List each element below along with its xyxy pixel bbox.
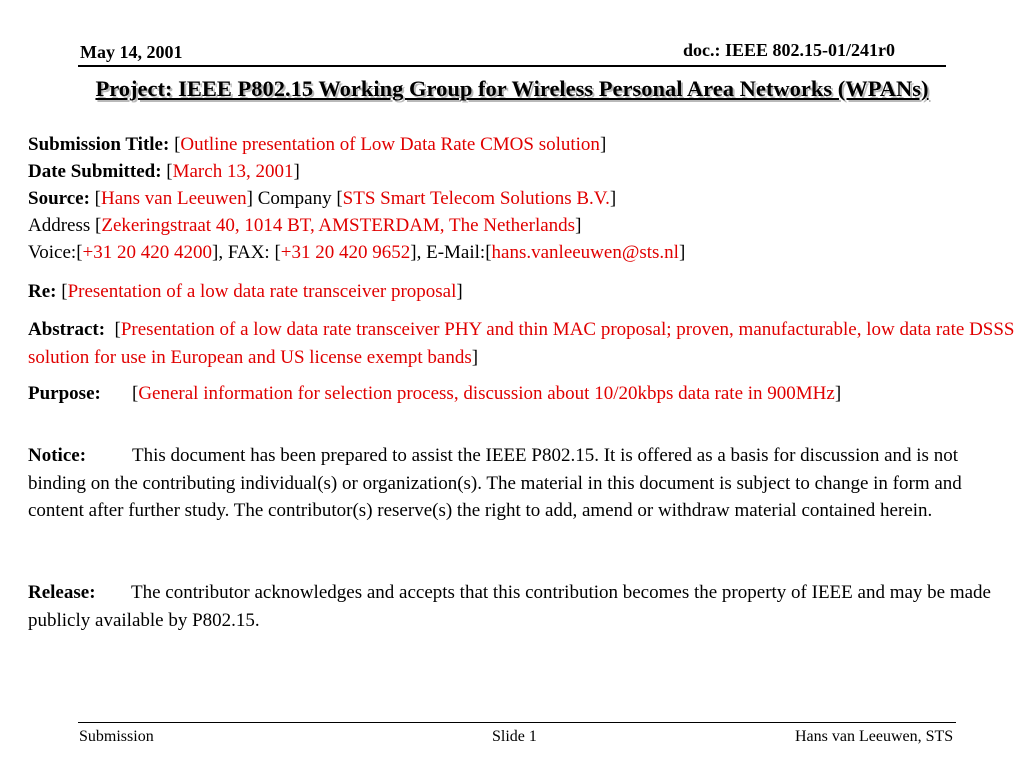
fax-label: FAX: — [227, 242, 270, 263]
abstract-label: Abstract: — [28, 319, 106, 340]
footer-divider — [78, 722, 956, 723]
submission-metadata — [28, 131, 1018, 266]
abstract-section: Abstract: [Presentation of a low data rate transceiver PHY and thin MAC proposal; proven, manufacturable, low data rate DSSS solution for use in European and US license exempt bands] — [28, 319, 1015, 368]
source-label: Source: — [28, 188, 90, 209]
company-label: Company — [257, 188, 332, 209]
date-submitted-line: Date Submitted: [March 13, 2001] — [28, 161, 300, 182]
notice-label: Notice: — [28, 445, 87, 466]
date-submitted-label: Date Submitted: — [28, 161, 162, 182]
footer-submission: Submission — [79, 728, 154, 745]
address-value: Zekeringstraat 40, 1014 BT, AMSTERDAM, The Netherlands — [101, 215, 576, 236]
submission-title-label: Submission Title: — [28, 134, 170, 155]
header-date: May 14, 2001 — [80, 42, 183, 62]
notice-text: This document has been prepared to assist the IEEE P802.15. It is offered as a basis for discussion and is not binding on the contributing individual(s) or organization(s). The material in this document is subject to change in form and content after further study. The contributor(s) reserve(s) the right to add, amend or withdraw material contained herein. — [28, 445, 962, 521]
contact-line: Voice:[+31 20 420 4200], FAX: [+31 20 420 9652], E-Mail:[hans.vanleeuwen@sts.nl] — [28, 242, 686, 263]
release-text: The contributor acknowledges and accepts that this contribution becomes the property of IEEE and may be made publicly available by P802.15. — [28, 582, 991, 631]
address-label: Address — [28, 215, 91, 236]
date-submitted-value: March 13, 2001 — [172, 161, 294, 182]
abstract-value: Presentation of a low data rate transceiver PHY and thin MAC proposal; proven, manufacturable, low data rate DSSS solution for use in European and US license exempt bands — [28, 319, 1015, 368]
header-divider — [78, 65, 946, 67]
release-label: Release: — [28, 582, 96, 603]
fax-value: +31 20 420 9652 — [280, 242, 411, 263]
company-value: STS Smart Telecom Solutions B.V. — [342, 188, 610, 209]
re-value: Presentation of a low data rate transceiver proposal — [67, 281, 457, 302]
purpose-value: General information for selection process, discussion about 10/20kbps data rate in 900MHz — [138, 383, 835, 404]
notice-section — [28, 442, 1018, 525]
source-value: Hans van Leeuwen — [101, 188, 247, 209]
re-label: Re: — [28, 281, 57, 302]
submission-title-value: Outline presentation of Low Data Rate CMOS solution — [180, 134, 600, 155]
page-title: Project: IEEE P802.15 Working Group for Wireless Personal Area Networks (WPANs) — [95, 76, 929, 101]
purpose-label: Purpose: — [28, 383, 101, 404]
purpose-line: Purpose: [General information for selection process, discussion about 10/20kbps data rate in 900MHz] — [28, 383, 842, 404]
re-line: Re: [Presentation of a low data rate transceiver proposal] — [28, 281, 463, 302]
footer-author: Hans van Leeuwen, STS — [795, 728, 954, 745]
release-section — [28, 579, 1018, 635]
voice-label: Voice: — [28, 242, 77, 263]
source-line: Source: [Hans van Leeuwen] Company [STS Smart Telecom Solutions B.V.] — [28, 188, 617, 209]
header-doc-id: doc.: IEEE 802.15-01/241r0 — [683, 40, 896, 60]
footer-slide-number: Slide 1 — [492, 728, 537, 745]
voice-value: +31 20 420 4200 — [82, 242, 212, 263]
submission-title-line: Submission Title: [Outline presentation of Low Data Rate CMOS solution] — [28, 134, 607, 155]
email-value: hans.vanleeuwen@sts.nl — [491, 242, 679, 263]
email-label: E-Mail: — [426, 242, 486, 263]
address-line: Address [Zekeringstraat 40, 1014 BT, AMSTERDAM, The Netherlands] — [28, 215, 582, 236]
